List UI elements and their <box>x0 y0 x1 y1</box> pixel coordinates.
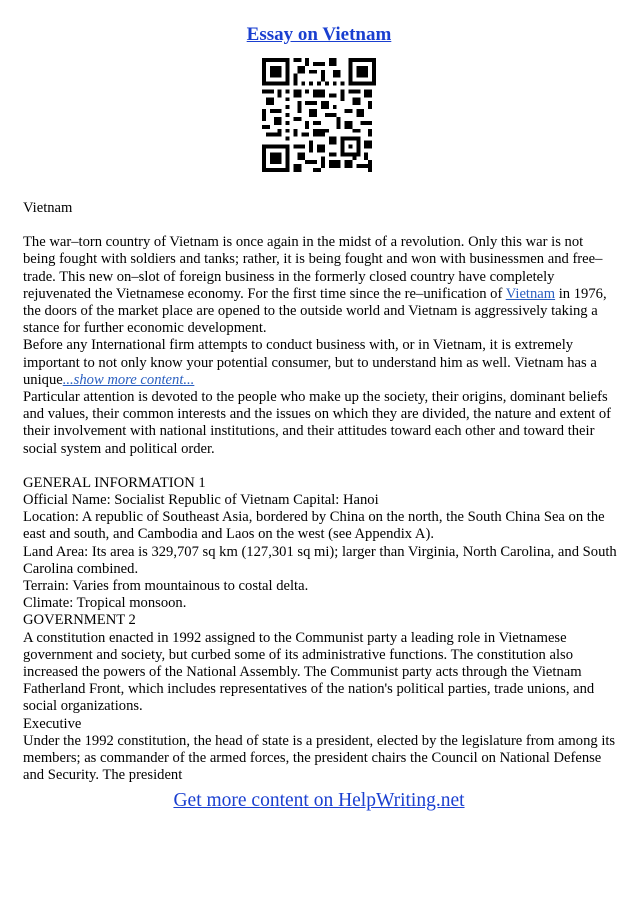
page-title[interactable]: Essay on Vietnam <box>246 24 392 45</box>
general-info-heading: GENERAL INFORMATION 1 <box>23 474 206 491</box>
executive-heading: Executive <box>23 715 82 732</box>
essay-heading: Vietnam <box>23 200 73 216</box>
essay-body <box>23 200 618 785</box>
climate: Climate: Tropical monsoon. <box>23 595 187 612</box>
paragraph-1-end: in 1976, the doors of the market place are opened to the outside world and Vietnam is aggressively taking a stance for further economic development. <box>23 285 607 337</box>
get-more-content-link[interactable]: Get more content on HelpWriting.net <box>173 790 465 811</box>
show-more-link[interactable]: ...show more content... <box>62 371 195 388</box>
executive-text: Under the 1992 constitution, the head of state is a president, elected by the legislature from among its members; as commander of the armed forces, the president chairs the Council on National Defense and Security. The president <box>23 732 616 784</box>
paragraph-2 <box>23 337 618 389</box>
paragraph-2-text: Before any International firm attempts to conduct business with, or in Vietnam, it is extremely important to not only know your potential consumer, but to understand him as well. Vietnam has a unique <box>23 337 597 388</box>
vietnam-link[interactable]: Vietnam <box>505 285 556 302</box>
qr-code-icon <box>262 58 376 172</box>
paragraph-1 <box>23 234 618 337</box>
land-area: Land Area: Its area is 329,707 sq km (127,301 sq mi); larger than Virginia, North Carolina, and South Carolina combined. <box>23 543 617 577</box>
terrain: Terrain: Varies from mountainous to costal delta. <box>23 578 309 595</box>
official-name: Official Name: Socialist Republic of Vietnam Capital: Hanoi <box>23 492 379 509</box>
paragraph-3: Particular attention is devoted to the people who make up the society, their origins, dominant beliefs and values, their common interests and the issues on which they are divided, the nature and extent of their involvement with national institutions, and their attitudes toward each other and toward their social system and political order. <box>23 389 612 457</box>
paragraph-1-start: The war–torn country of Vietnam is once again in the midst of a revolution. Only this war is not being fought with soldiers and tanks; rather, it is being fought and won with businessmen and free–trade. This new on–slot of foreign business in the formerly closed country have completely rejuvenated the Vietnamese economy. For the first time since the re–unification of <box>23 234 603 302</box>
government-heading: GOVERNMENT 2 <box>23 612 136 629</box>
government-text: A constitution enacted in 1992 assigned to the Communist party a leading role in Vietnamese government and society, but curbed some of its administrative functions. The constitution also increased the powers of the National Assembly. The Communist party acts through the Vietnam Fatherland Front, which includes representatives of the nation's political parties, trade unions, and social organizations. <box>23 629 595 715</box>
location: Location: A republic of Southeast Asia, bordered by China on the north, the South China Sea on the east and south, and Cambodia and Laos on the west (see Appendix A). <box>23 509 605 543</box>
